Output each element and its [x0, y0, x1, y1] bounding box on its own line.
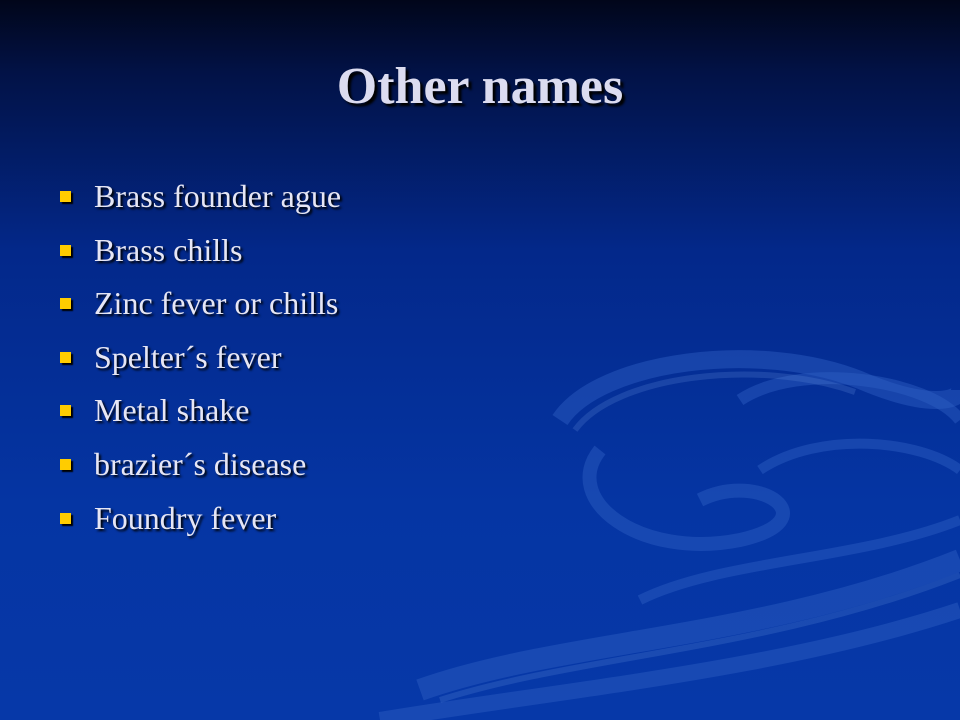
- square-bullet-icon: [60, 352, 71, 363]
- square-bullet-icon: [60, 298, 71, 309]
- list-item-text: Brass founder ague: [94, 178, 342, 214]
- square-bullet-icon: [60, 191, 71, 202]
- list-item: [60, 230, 341, 284]
- list-item-text: Foundry fever: [94, 499, 277, 536]
- list-item-text: Metal shake: [94, 392, 250, 429]
- list-item: [60, 337, 341, 391]
- bullet-list: [60, 176, 341, 551]
- list-item-text: Brass chills: [94, 231, 243, 268]
- list-item: [60, 176, 341, 230]
- list-item-text: Spelter´s fever: [94, 338, 282, 375]
- square-bullet-icon: [60, 513, 71, 524]
- slide-title: Other names: [336, 58, 624, 115]
- square-bullet-icon: [60, 245, 71, 256]
- square-bullet-icon: [60, 405, 71, 416]
- list-item: [60, 283, 341, 337]
- square-bullet-icon: [60, 459, 71, 470]
- list-item-text: Zinc fever or chills: [94, 285, 339, 322]
- list-item: [60, 390, 341, 444]
- list-item: [60, 444, 341, 498]
- list-item: [60, 498, 341, 552]
- list-item-text: brazier´s disease: [94, 445, 307, 482]
